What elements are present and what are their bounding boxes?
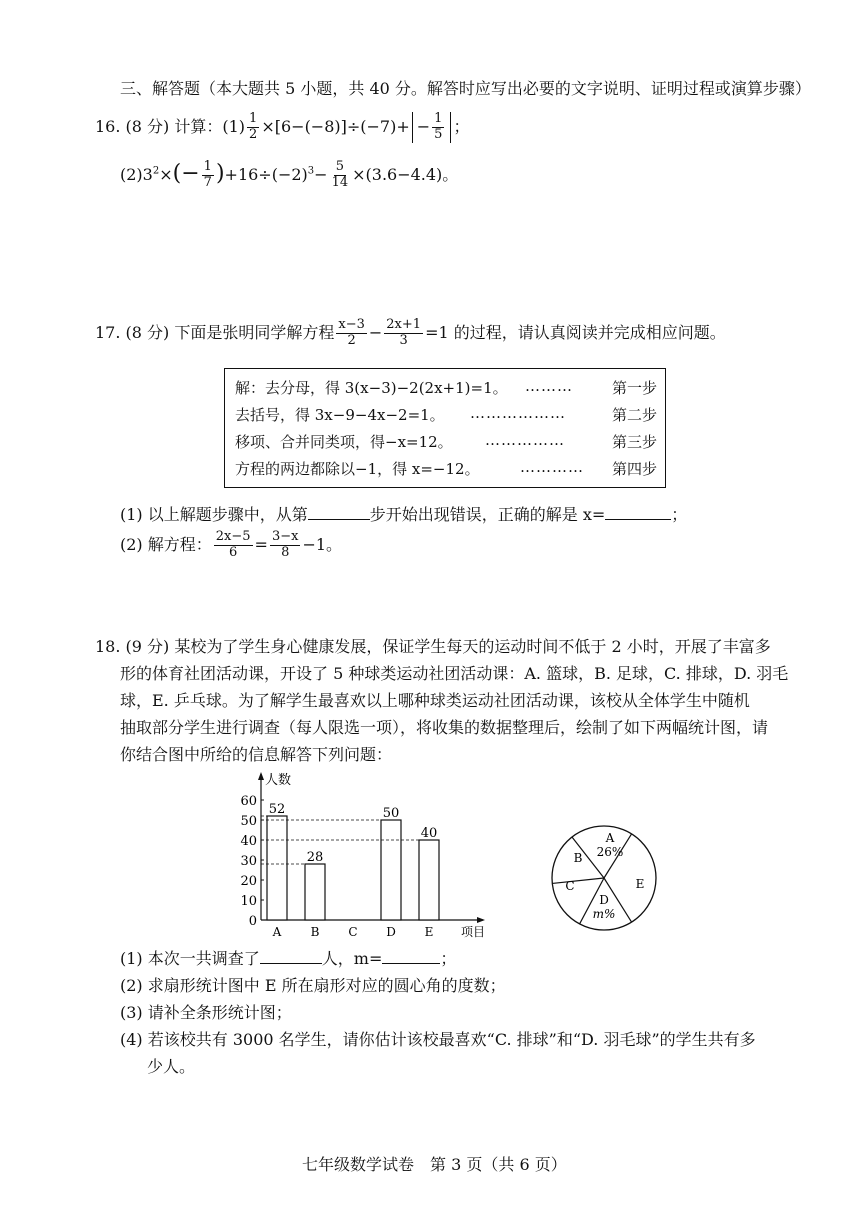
q18-sub1: (1) 本次一共调查了 人，m= ； — [120, 949, 457, 968]
page-footer: 七年级数学试卷 第 3 页（共 6 页） — [302, 1155, 567, 1174]
pie-annotation-A: 26% — [596, 845, 624, 859]
q18-sub2: (2) 求扇形统计图中 E 所在扇形对应的圆心角的度数； — [120, 976, 506, 995]
step-1-dots: ……… — [525, 377, 573, 395]
bar-A — [267, 816, 287, 920]
answer-blank-step[interactable] — [308, 519, 370, 520]
q18-sub4-line1: (4) 若该校共有 3000 名学生，请你估计该校最喜欢“C. 排球”和“D. 羽毛球”的学生共有多 — [120, 1030, 756, 1049]
x-axis-arrow — [477, 917, 485, 923]
step-4-dots: ………… — [520, 458, 584, 476]
q17-sub1: (1) 以上解题步骤中，从第 步开始出现错误，正确的解是 x= ； — [120, 505, 688, 524]
y-tick-label-40: 40 — [240, 834, 257, 849]
bar-D — [381, 820, 401, 920]
bar-value-B: 28 — [306, 850, 324, 865]
step-1-label: 第一步 — [611, 379, 657, 397]
y-tick-label-0: 0 — [248, 914, 257, 929]
pie-chart — [548, 822, 660, 934]
y-tick-label-10: 10 — [240, 894, 257, 909]
q18-line-1: 18. (9 分) 某校为了学生身心健康发展，保证学生每天的运动时间不低于 2 小时，开展了丰富多 — [95, 637, 771, 656]
step-2-label: 第二步 — [611, 406, 657, 424]
bar-value-A: 52 — [268, 802, 286, 817]
q16-frac-half: $\frac{1}{2}$ — [249, 111, 258, 142]
step-2-dots: ……………… — [470, 404, 566, 422]
step-4-label: 第四步 — [611, 460, 657, 478]
step-3-label: 第三步 — [611, 433, 657, 451]
q18-sub3: (3) 请补全条形统计图； — [120, 1003, 292, 1022]
q16-part2: $(2)3^2\times(-$ $\frac{1}{7}$ )$+16\div(-2)^3-$ $\frac{5}{14}$ ×(3.6−4.4)。 — [120, 159, 459, 190]
step-4-text: 方程的两边都除以−1，得 x=−12。 — [235, 460, 480, 478]
q18-line-3: 球，E. 乒乓球。为了解学生最喜欢以上哪种球类运动社团活动课，该校从全体学生中随机 — [120, 691, 750, 710]
q18-line-4: 抽取部分学生进行调查（每人限选一项），将收集的数据整理后，绘制了如下两幅统计图，请 — [120, 718, 769, 737]
bar-B — [305, 864, 325, 920]
pie-label-B: B — [573, 851, 583, 865]
y-tick-label-60: 60 — [240, 794, 257, 809]
answer-blank-m[interactable] — [382, 963, 440, 964]
category-label-D: D — [386, 925, 396, 939]
x-axis-label: 项目 — [461, 925, 486, 939]
solution-steps-box — [224, 368, 666, 488]
step-3-text: 移项、合并同类项，得−x=12。 — [235, 433, 453, 451]
q17-sub2: (2) 解方程： $\frac{2x-5}{6}$ = $\frac{3-x}{8}$ −1。 — [120, 529, 343, 560]
bar-chart — [225, 768, 495, 940]
q16-part1: 16. (8 分) 计算：(1) $\frac{1}{2}$ ×[6−(−8)]÷(−7)+ − $\frac{1}{5}$ ； — [95, 111, 470, 142]
step-3-dots: …………… — [485, 431, 565, 449]
pie-label-C: C — [565, 879, 575, 893]
bar-E — [419, 840, 439, 920]
step-1-text: 解：去分母，得 3(x−3)−2(2x+1)=1。 — [235, 379, 508, 397]
y-tick-label-30: 30 — [240, 854, 257, 869]
step-2-text: 去括号，得 3x−9−4x−2=1。 — [235, 406, 445, 424]
y-tick-label-50: 50 — [240, 814, 257, 829]
pie-label-D: D — [599, 893, 609, 907]
pie-annotation-D: m% — [592, 907, 616, 921]
y-axis-arrow — [258, 772, 264, 780]
y-tick-label-20: 20 — [240, 874, 257, 889]
category-label-B: B — [310, 925, 320, 939]
q17-header: 17. (8 分) 下面是张明同学解方程 $\frac{x-3}{2}$ − $\frac{2x+1}{3}$ =1 的过程，请认真阅读并完成相应问题。 — [95, 317, 726, 348]
bar-value-E: 40 — [420, 826, 438, 841]
category-label-A: A — [272, 925, 282, 939]
pie-label-A: A — [605, 831, 615, 845]
bar-value-D: 50 — [382, 806, 400, 821]
section-title: 三、解答题（本大题共 5 小题，共 40 分。解答时应写出必要的文字说明、证明过程或演算步骤） — [120, 79, 811, 98]
answer-blank-x[interactable] — [605, 519, 671, 520]
q18-line-5: 你结合图中所给的信息解答下列问题： — [120, 745, 393, 764]
q18-sub4-line2: 少人。 — [147, 1057, 196, 1076]
category-label-E: E — [424, 925, 434, 939]
q16-head: 16. (8 分) 计算：(1) — [95, 116, 246, 136]
q18-line-2: 形的体育社团活动课，开设了 5 种球类运动社团活动课：A. 篮球，B. 足球，C. 排球，D. 羽毛 — [120, 664, 789, 683]
y-axis-label: 人数 — [265, 773, 292, 788]
q16-absolute-value: − $\frac{1}{5}$ — [412, 112, 452, 143]
answer-blank-total[interactable] — [260, 963, 322, 964]
category-label-C: C — [348, 925, 358, 939]
pie-label-E: E — [635, 877, 645, 891]
